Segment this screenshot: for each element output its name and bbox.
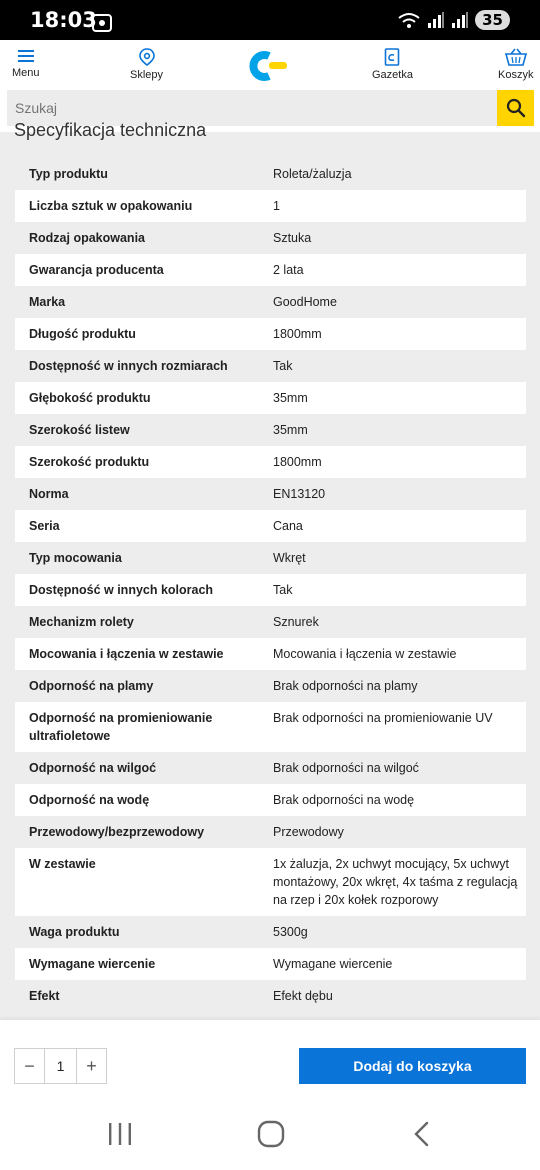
spec-row bbox=[15, 542, 526, 574]
spec-row bbox=[15, 948, 526, 980]
location-pin-icon bbox=[138, 48, 156, 66]
spec-value: 35mm bbox=[273, 423, 308, 437]
spec-value: Wkręt bbox=[273, 551, 306, 565]
spec-row bbox=[15, 350, 526, 382]
spec-row bbox=[15, 478, 526, 510]
spec-value: Brak odporności na plamy bbox=[273, 679, 418, 693]
spec-value: Wymagane wiercenie bbox=[273, 957, 393, 971]
battery-indicator: 35 bbox=[475, 10, 510, 30]
spec-name: Odporność na wilgoć bbox=[29, 761, 157, 775]
spec-name: Typ mocowania bbox=[29, 551, 122, 565]
spec-name: Szerokość produktu bbox=[29, 455, 150, 469]
spec-row bbox=[15, 784, 526, 816]
product-spec-content[interactable] bbox=[0, 120, 540, 1020]
spec-value: Brak odporności na wilgoć bbox=[273, 761, 419, 775]
search-icon bbox=[506, 98, 526, 118]
spec-row bbox=[15, 382, 526, 414]
search-button[interactable] bbox=[497, 90, 534, 126]
spec-value: Brak odporności na wodę bbox=[273, 793, 415, 807]
spec-row bbox=[15, 980, 526, 1012]
wifi-icon bbox=[397, 11, 421, 29]
spec-table bbox=[15, 158, 526, 1012]
spec-row bbox=[15, 510, 526, 542]
spec-row bbox=[15, 254, 526, 286]
spec-value: EN13120 bbox=[273, 487, 326, 501]
signal-icon bbox=[427, 11, 445, 29]
spec-row bbox=[15, 414, 526, 446]
nav-stores[interactable] bbox=[130, 48, 163, 81]
spec-name: Przewodowy/bezprzewodowy bbox=[29, 825, 205, 839]
spec-row bbox=[15, 752, 526, 784]
spec-name: Waga produktu bbox=[29, 925, 120, 939]
recent-apps-icon[interactable] bbox=[107, 1120, 133, 1148]
qty-value[interactable]: 1 bbox=[44, 1049, 77, 1083]
spec-name: Seria bbox=[29, 519, 60, 533]
spec-row bbox=[15, 848, 526, 916]
spec-name: Liczba sztuk w opakowaniu bbox=[29, 199, 193, 213]
spec-value: 1 bbox=[273, 199, 280, 213]
nav-menu[interactable] bbox=[12, 48, 40, 79]
spec-row bbox=[15, 574, 526, 606]
nav-cart-label: Koszyk bbox=[498, 69, 534, 81]
spec-value: 2 lata bbox=[273, 263, 304, 277]
spec-row bbox=[15, 638, 526, 670]
spec-name: Dostępność w innych rozmiarach bbox=[29, 359, 228, 373]
spec-name: Marka bbox=[29, 295, 66, 309]
status-icons bbox=[397, 10, 510, 30]
spec-row bbox=[15, 916, 526, 948]
spec-value: Tak bbox=[273, 583, 293, 597]
status-bar bbox=[0, 0, 540, 40]
spec-value: GoodHome bbox=[273, 295, 337, 309]
spec-name: Mocowania i łączenia w zestawie bbox=[29, 647, 224, 661]
spec-row bbox=[15, 222, 526, 254]
spec-row bbox=[15, 286, 526, 318]
nav-menu-label: Menu bbox=[12, 67, 40, 79]
system-nav-bar bbox=[0, 1100, 540, 1170]
spec-row bbox=[15, 318, 526, 350]
spec-name: Dostępność w innych kolorach bbox=[29, 583, 214, 597]
hamburger-icon bbox=[16, 48, 36, 64]
add-to-cart-button[interactable]: Dodaj do koszyka bbox=[299, 1048, 526, 1084]
screen-record-icon bbox=[92, 14, 112, 32]
brand-logo[interactable] bbox=[247, 50, 289, 82]
spec-name: Norma bbox=[29, 487, 69, 501]
spec-name: Rodzaj opakowania bbox=[29, 231, 145, 245]
spec-value: 35mm bbox=[273, 391, 308, 405]
spec-name: W zestawie bbox=[29, 857, 96, 871]
spec-name: Głębokość produktu bbox=[29, 391, 151, 405]
spec-name: Odporność na plamy bbox=[29, 679, 154, 693]
leaflet-icon bbox=[384, 48, 400, 66]
nav-stores-label: Sklepy bbox=[130, 69, 164, 81]
spec-value: Przewodowy bbox=[273, 825, 344, 839]
status-time: 18:03 bbox=[30, 8, 97, 32]
nav-leaflet[interactable] bbox=[372, 48, 413, 81]
quantity-stepper bbox=[14, 1048, 107, 1084]
spec-value: Roleta/żaluzja bbox=[273, 167, 352, 181]
back-icon[interactable] bbox=[410, 1120, 432, 1148]
spec-name: Odporność na promieniowanie ultrafioletowe bbox=[29, 711, 213, 743]
spec-value: 1x żaluzja, 2x uchwyt mocujący, 5x uchwyt montażowy, 20x wkręt, 4x taśma z regulacją na rzep i 20x kołek rozporowy bbox=[273, 857, 518, 907]
nav-leaflet-label: Gazetka bbox=[372, 69, 413, 81]
nav-cart[interactable] bbox=[498, 48, 533, 81]
spec-row bbox=[15, 670, 526, 702]
spec-name: Odporność na wodę bbox=[29, 793, 150, 807]
spec-value: 1800mm bbox=[273, 455, 322, 469]
spec-row bbox=[15, 158, 526, 190]
cart-basket-icon bbox=[505, 48, 527, 66]
spec-value: 5300g bbox=[273, 925, 308, 939]
spec-row bbox=[15, 606, 526, 638]
spec-name: Gwarancja producenta bbox=[29, 263, 164, 277]
spec-name: Szerokość listew bbox=[29, 423, 130, 437]
spec-name: Typ produktu bbox=[29, 167, 108, 181]
spec-row bbox=[15, 190, 526, 222]
qty-decrease-button[interactable]: − bbox=[24, 1055, 35, 1076]
spec-row bbox=[15, 702, 526, 752]
spec-value: Mocowania i łączenia w zestawie bbox=[273, 647, 457, 661]
home-icon[interactable] bbox=[257, 1120, 285, 1148]
add-to-cart-bar bbox=[0, 1020, 540, 1100]
spec-row bbox=[15, 816, 526, 848]
spec-value: Brak odporności na promieniowanie UV bbox=[273, 711, 493, 725]
spec-value: 1800mm bbox=[273, 327, 322, 341]
spec-value: Cana bbox=[273, 519, 303, 533]
spec-value: Sztuka bbox=[273, 231, 312, 245]
spec-name: Wymagane wiercenie bbox=[29, 957, 156, 971]
spec-name: Mechanizm rolety bbox=[29, 615, 134, 629]
spec-value: Tak bbox=[273, 359, 293, 373]
spec-value: Efekt dębu bbox=[273, 989, 333, 1003]
qty-increase-button[interactable]: + bbox=[86, 1055, 97, 1076]
section-title: Specyfikacja techniczna bbox=[14, 120, 207, 140]
signal-icon-2 bbox=[451, 11, 469, 29]
spec-value: Sznurek bbox=[273, 615, 319, 629]
spec-name: Długość produktu bbox=[29, 327, 136, 341]
spec-name: Efekt bbox=[29, 989, 60, 1003]
spec-row bbox=[15, 446, 526, 478]
